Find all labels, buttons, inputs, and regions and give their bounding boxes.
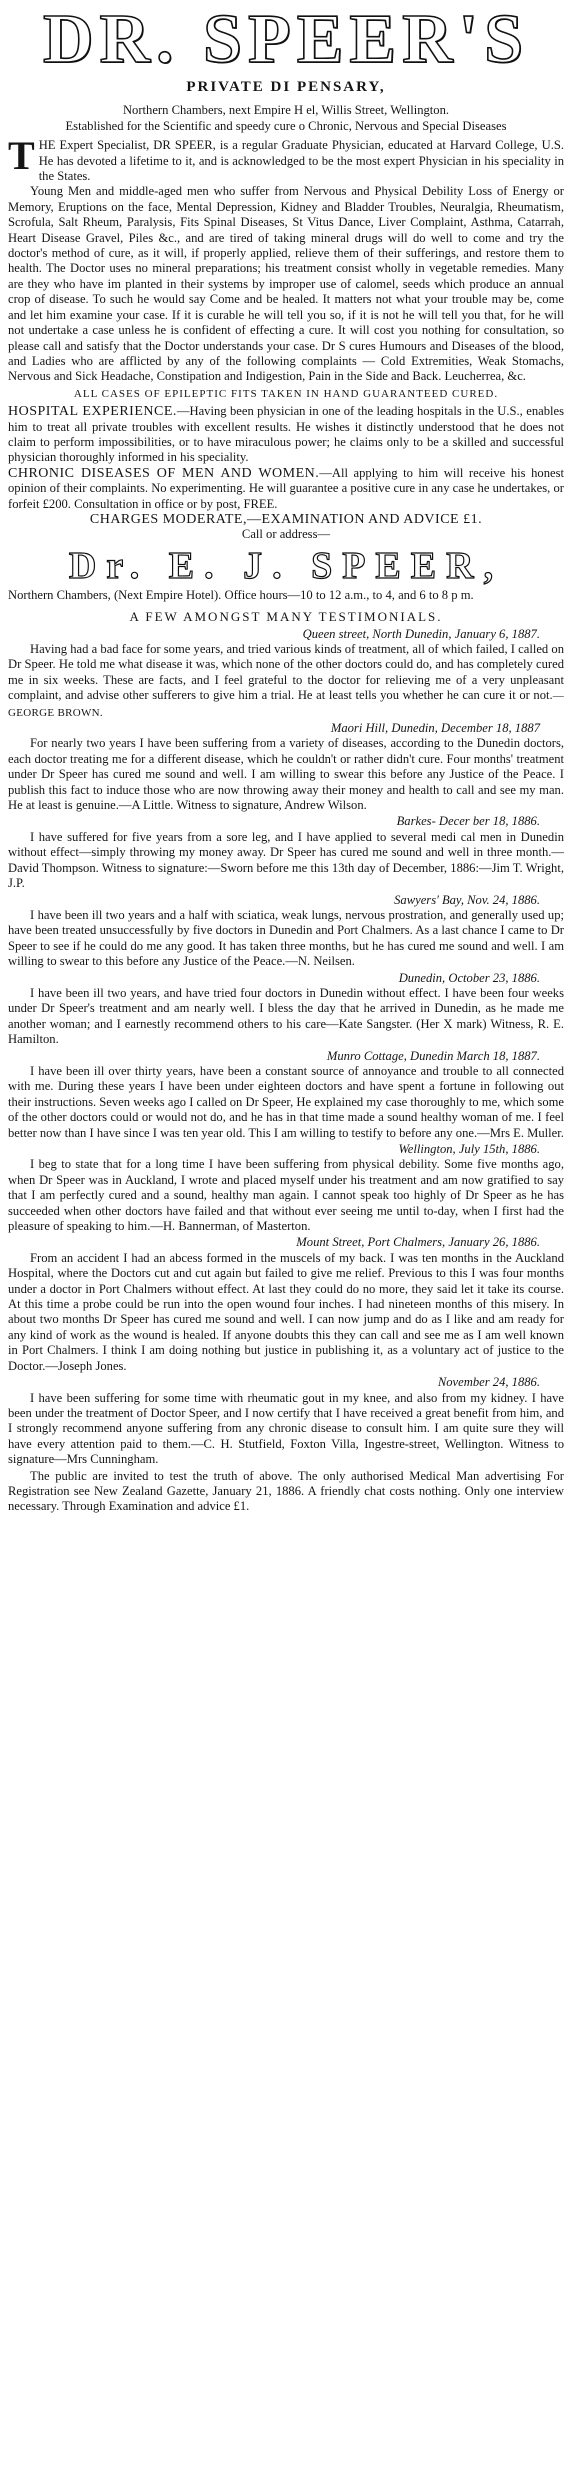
testimonial-body: I have been ill over thirty years, have been a constant source of annoyance and trouble to all connected with me. During these years I have been under eighteen doctors and have spent a fortune in following out their instructions. Seven weeks ago I called on Dr Speer, He explained my case thoroughly to me, which some of the other doctors could or would not do, and he has in that time made a sound healthy woman of me. I feel better now than I have since I was ten year old. This I am willing to testify to before any one.—Mrs E. Muller. — [8, 1063, 564, 1140]
testimonial-location: Wellington, July 15th, 1886. — [398, 1142, 540, 1156]
testimonial-text — [8, 1251, 564, 1375]
testimonial-body: I have been ill two years and a half with sciatica, weak lungs, nervous prostration, and generally used up; have been treated unsuccessfully by five doctors in Dunedin and Port Chalmers. As a last chance I came to Dr Speer to see if he could do me any good. It has taken three months, but he has cured me sound and well. I am willing to swear to this before any Justice of the Peace.—N. Neilsen. — [8, 907, 564, 969]
testimonial-text — [8, 986, 564, 1049]
testimonial-signature: —GEORGE BROWN. — [8, 690, 564, 719]
hospital-text: —Having been physician in one of the leading hospitals in the U.S., enables him to treat all private troubles with excellent results. He wishes it distinctly understood that he does not claim to perform impossibilities, or to have miraculous power; he claims only to be a skilled and successful physician thoroughly informed in his speciality. — [8, 404, 564, 465]
testimonial-location: Munro Cottage, Dunedin March 18, 1887. — [326, 1048, 540, 1063]
call-line: Call or address— — [241, 527, 331, 542]
hospital-heading: HOSPITAL EXPERIENCE. — [8, 404, 177, 420]
hospital-paragraph — [8, 404, 564, 466]
testimonial-list — [8, 627, 564, 1469]
testimonial-body: From an accident I had an abcess formed in the muscels of my back. I was ten months in the Auckland Hospital, where the Doctors cut and cut again but failed to give me relief. Previous to this I was four months under a doctor in Port Chalmers without effect. At last they could do no more, they said let it take its course. At this time a probe could be run into the open wound four inches. I had nineteen months of this misery. In about two months Dr Speer has cured me sound and well. I can now jump and do as I like and am ready for any kind of work as the wound is healed. If anyone doubts this they can call and see me as I am well known in Port Chalmers. I think I am doing nothing but justice in publishing it, as a voluntary act of justice to the Doctor.—Joseph Jones. — [8, 1250, 564, 1373]
established-line: Established for the Scientific and speedy cure o Chronic, Nervous and Special Diseases — [65, 118, 507, 133]
testimonial-location: Dunedin, October 23, 1886. — [398, 970, 540, 985]
testimonial-text — [8, 736, 564, 814]
testimonial — [8, 893, 564, 971]
chronic-heading: CHRONIC DISEASES OF MEN AND WOMEN. — [8, 465, 320, 481]
testimonial-text — [8, 908, 564, 971]
testimonial-location: Barkes- Decer ber 18, 1886. — [396, 814, 540, 829]
testimonials-heading: A FEW AMONGST MANY TESTIMONIALS. — [129, 609, 443, 625]
testimonial — [8, 814, 564, 892]
testimonial-location: Sawyers' Bay, Nov. 24, 1886. — [394, 892, 540, 907]
testimonial — [8, 1235, 564, 1375]
testimonial — [8, 1142, 564, 1235]
testimonial-text — [8, 830, 564, 893]
intro-paragraph — [8, 133, 564, 184]
testimonial-body: I have suffered for five years from a sore leg, and I have applied to several medi cal men in Dunedin without effect—simply throwing my money away. Dr Speer has cured me sound and well in three month.—David Thompson. Witness to signature:—Sworn before me this 13th day of December, 1886:—Jim T. Wright, J.P. — [8, 829, 564, 891]
advert-subtitle: PRIVATE DI PENSARY, — [186, 79, 386, 95]
testimonial-body: For nearly two years I have been suffering from a variety of diseases, according to the Dunedin doctors, each doctor treating me for a different disease, which he couldn't or rather didn't cure. Four months' treatment under Dr Speer has cured me sound and well. I am willing to swear this before any Justice of the Peace. I publish this fact to induce those who are now throwing away their money and health to call and see my man. He at least is genuine.—A Little. Witness to signature, Andrew Wilson. — [8, 736, 564, 813]
testimonial — [8, 971, 564, 1049]
testimonial-body: I have been ill two years, and have tried four doctors in Dunedin without effect. I have been four weeks under Dr Speer's treatment and am nearly well. I bless the day that he arrived in Dunedin, as he made me another woman; and I earnestly recommend others to his care—Kate Sangster. (Her X mark) Witness, R. E. Hamilton. — [8, 985, 564, 1047]
office-hours: Northern Chambers, (Next Empire Hotel). Office hours—10 to 12 a.m., to 4, and 6 to 8 p m. — [8, 587, 474, 602]
dropcap-letter: T — [8, 133, 35, 179]
testimonial-text — [8, 1157, 564, 1235]
testimonial-body: I beg to state that for a long time I have been suffering from physical debility. Some five months ago, when Dr Speer was in Auckland, I wrote and placed myself under his treatment and am now gratified to say that I am perfectly cured and a sound, healthy man again. I cannot speak too highly of Dr Speer as he has succeeded when other doctors have failed and that without ever seeing me until to-day, when I first had the pleasure of speaking to him.—H. Bannerman, of Masterton. — [8, 1157, 564, 1234]
testimonial-text — [8, 1064, 564, 1142]
address-line: Northern Chambers, next Empire H el, Willis Street, Wellington. — [122, 103, 450, 118]
doctor-name: Dr. E. J. SPEER, — [68, 544, 504, 587]
testimonial-location: November 24, 1886. — [437, 1375, 540, 1390]
testimonial-text — [8, 642, 564, 721]
closing-paragraph: The public are invited to test the truth of above. The only authorised Medical Man advertising For Registration see New Zealand Gazette, January 21, 1886. A friendly chat costs nothing. Only one interview necessary. Through Examination and advice £1. — [8, 1468, 564, 1514]
chronic-paragraph — [8, 466, 564, 512]
testimonial — [8, 1049, 564, 1142]
testimonial-location: Queen street, North Dunedin, January 6, 1887. — [302, 626, 540, 641]
testimonial-location: Maori Hill, Dunedin, December 18, 1887 — [330, 721, 540, 736]
advert-title: DR. SPEER'S — [42, 1, 530, 78]
testimonial-body: I have been suffering for some time with rheumatic gout in my knee, and also from my kidney. I have been under the treatment of Doctor Speer, and I now certify that I have received a great benefit from him, and I strongly recommend anyone suffering from any chronic disease to consult him. I am quite sure they will have every attention paid to them.—C. H. Stutfield, Foxton Villa, Ingestre-street, Wellington. Witness to signature—Mrs Cunningham. — [8, 1390, 564, 1467]
testimonial — [8, 627, 564, 721]
intro-text: HE Expert Specialist, DR SPEER, is a regular Graduate Physician, educated at Harvard College, U.S. He has devoted a lifetime to it, and is acknowledged to be the most expert Physician in his speciality in the States. — [38, 138, 564, 184]
complaints-paragraph: Young Men and middle-aged men who suffer from Nervous and Physical Debility Loss of Energy or Memory, Eruptions on the face, Mental Depression, Kidney and Bladder Troubles, Neuralgia, Rheumatism, Scrofula, Salt Rheum, Paralysis, Fits Spinal Diseases, St Vitus Dance, Liver Complaint, Asthma, Catarrah, Heart Disease Gravel, Piles &c., and are tired of taking mineral drugs will do well to come and try the doctor's method of cure, as it will, if properly applied, relieve them of their sufferings, and restore them to health. The Doctor uses no mineral preparations; his treatment consist wholly in vegetable remedies. Many are they who have im planted in their systems by improper use of calomel, seeds which produce an annual crop of disease. To such he would say Come and be healed. It matters not what your trouble may be, come and let him examine your case. If it is curable he will tell you so, if it is not he will tell you that, for he will not undertake a case unless he is confident of effecting a cure. It will cost you nothing for consultation, so please call and satisfy that the Doctor understands your case. Dr S cures Humours and Diseases of the blood, and Ladies who are afflicted by any of the following complaints — Cold Extremities, Weak Stomachs, Nervous and Sick Headache, Constipation and Indigestion, Pain in the Side and Back. Leucherrea, &c. — [8, 184, 564, 384]
testimonial-text — [8, 1391, 564, 1469]
chronic-text: —All applying to him will receive his honest opinion of their complaints. No experimenting. He will guarantee a positive cure in any case he undertakes, or forfeit £200. Consultation in office or by post, FREE. — [8, 465, 564, 511]
testimonial-body: Having had a bad face for some years, and tried various kinds of treatment, all of which failed, I called on Dr Speer. He told me what disease it was, which none of the other doctors could do, and has completely cured me in six weeks. These are facts, and I feel grateful to the doctor for relieving me of a very unpleasant complaint, and advise other sufferers to give him a trial. He at least tells you whether he can cure it or not. — [8, 642, 564, 703]
epileptic-notice: ALL CASES OF EPILEPTIC FITS TAKEN IN HAND GUARANTEED CURED. — [73, 387, 499, 400]
testimonial-location: Mount Street, Port Chalmers, January 26, 1886. — [296, 1235, 540, 1250]
testimonial — [8, 1375, 564, 1468]
testimonial — [8, 721, 564, 814]
charges-line: CHARGES MODERATE,—EXAMINATION AND ADVICE £1. — [89, 511, 483, 527]
